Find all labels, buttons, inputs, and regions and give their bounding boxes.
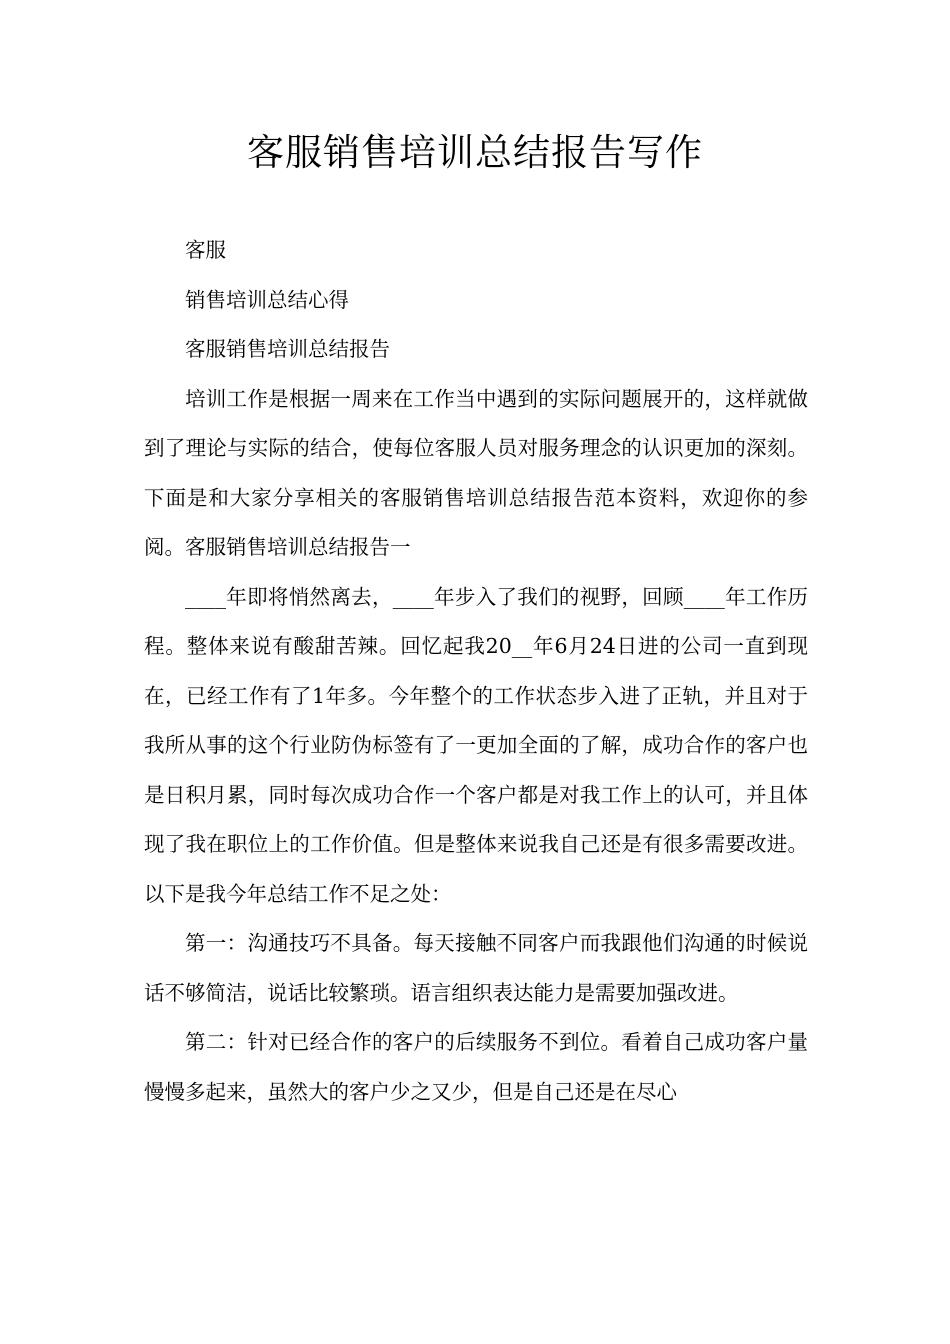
paragraph: ____年即将悄然离去，____年步入了我们的视野，回顾____年工作历程。整体来说有酸甜苦辣。回忆起我20__年6月24日进的公司一直到现在，已经工作有了1年多。今年整个的工作状态步入进了正轨，并且对于我所从事的这个行业防伪标签有了一更加全面的了解，成功合作的客户也是日积月累，同时每次成功合作一个客户都是对我工作上的认可，并且体现了我在职位上的工作价值。但是整体来说我自己还是有很多需要改进。以下是我今年总结工作不足之处： (144, 584, 808, 906)
paragraph: 第一：沟通技巧不具备。每天接触不同客户而我跟他们沟通的时候说话不够简洁，说话比较繁琐。语言组织表达能力是需要加强改进。 (144, 931, 808, 1005)
paragraph: 客服销售培训总结报告 (185, 337, 390, 361)
document-title: 客服销售培训总结报告写作 (247, 131, 703, 174)
document-body (144, 226, 808, 1117)
paragraph: 第二：针对已经合作的客户的后续服务不到位。看着自己成功客户量慢慢多起来，虽然大的客户少之又少，但是自己还是在尽心 (144, 1030, 808, 1104)
paragraph: 销售培训总结心得 (185, 287, 349, 312)
paragraph: 培训工作是根据一周来在工作当中遇到的实际问题展开的，这样就做到了理论与实际的结合，使每位客服人员对服务理念的认识更加的深刻。下面是和大家分享相关的客服销售培训总结报告范本资料，欢迎你的参阅。客服销售培训总结报告一 (144, 386, 808, 559)
paragraph: 客服 (185, 238, 226, 262)
